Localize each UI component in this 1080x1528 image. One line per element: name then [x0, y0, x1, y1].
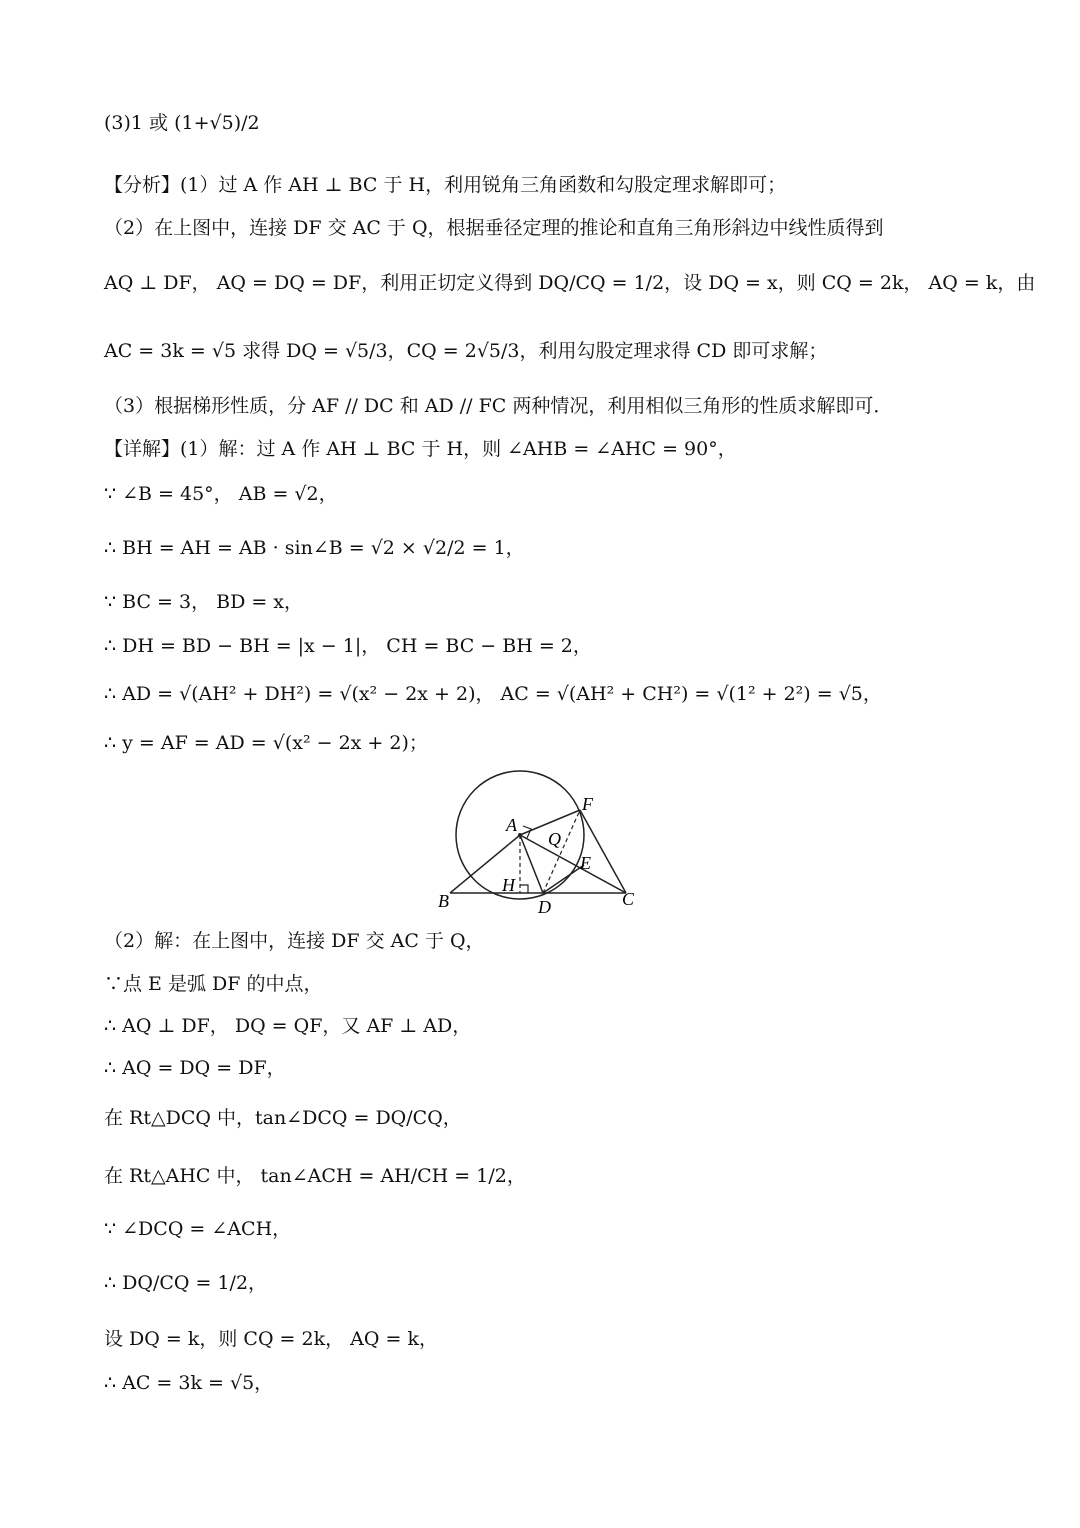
doc-line: AC = 3k = √5 求得 DQ = √5/3，CQ = 2√5/3，利用勾股定理求得 CD 即可求解； — [104, 340, 828, 362]
label-F: F — [582, 794, 593, 814]
doc-line: （2）解：在上图中，连接 DF 交 AC 于 Q， — [104, 930, 485, 952]
label-B: B — [438, 891, 449, 911]
segment-AD — [520, 835, 543, 893]
doc-line: ∵ BC = 3， BD = x， — [104, 591, 304, 613]
label-H: H — [502, 875, 515, 895]
doc-line: ∴ y = AF = AD = √(x² − 2x + 2)； — [104, 732, 428, 754]
label-A: A — [506, 815, 517, 835]
doc-line: ∴ DQ/CQ = 1/2， — [104, 1272, 268, 1294]
label-D: D — [538, 897, 551, 915]
doc-line: ∵ ∠B = 45°， AB = √2， — [104, 483, 338, 505]
doc-line: 在 Rt△AHC 中， tan∠ACH = AH/CH = 1/2， — [104, 1165, 526, 1187]
doc-line: ∴ DH = BD − BH = |x − 1|， CH = BC − BH = 2， — [104, 635, 592, 657]
doc-line: ∵ ∠DCQ = ∠ACH， — [104, 1218, 292, 1240]
doc-line: ∴ AD = √(AH² + DH²) = √(x² − 2x + 2)， AC = √(AH² + CH²) = √(1² + 2²) = √5， — [104, 683, 882, 705]
doc-line: 在 Rt△DCQ 中，tan∠DCQ = DQ/CQ， — [104, 1107, 462, 1129]
geometry-figure — [430, 765, 650, 915]
doc-line: AQ ⊥ DF， AQ = DQ = DF，利用正切定义得到 DQ/CQ = 1/2，设 DQ = x，则 CQ = 2k， AQ = k，由 — [104, 272, 1036, 294]
point-A — [518, 833, 522, 837]
doc-line: ∵点 E 是弧 DF 的中点， — [104, 973, 323, 995]
label-C: C — [622, 889, 635, 909]
right-angle-mark-H — [520, 885, 528, 893]
doc-line: ∴ AQ ⊥ DF， DQ = QF，又 AF ⊥ AD， — [104, 1015, 472, 1037]
label-Q: Q — [548, 829, 561, 849]
doc-line: 【分析】(1）过 A 作 AH ⊥ BC 于 H，利用锐角三角函数和勾股定理求解即可； — [104, 174, 787, 196]
doc-line: （2）在上图中，连接 DF 交 AC 于 Q，根据垂径定理的推论和直角三角形斜边中线性质得到 — [104, 217, 884, 239]
doc-line: ∴ AC = 3k = √5， — [104, 1372, 274, 1394]
doc-line: 设 DQ = k，则 CQ = 2k， AQ = k， — [104, 1328, 438, 1350]
doc-line: （3）根据梯形性质，分 AF // DC 和 AD // FC 两种情况，利用相似三角形的性质求解即可． — [104, 395, 893, 417]
doc-line: ∴ BH = AH = AB · sin∠B = √2 × √2/2 = 1， — [104, 537, 525, 559]
doc-line: 【详解】(1）解：过 A 作 AH ⊥ BC 于 H，则 ∠AHB = ∠AHC = 90°， — [104, 438, 737, 460]
label-E: E — [580, 853, 591, 873]
doc-line: (3)1 或 (1+√5)/2 — [104, 112, 260, 134]
doc-line: ∴ AQ = DQ = DF， — [104, 1057, 286, 1079]
